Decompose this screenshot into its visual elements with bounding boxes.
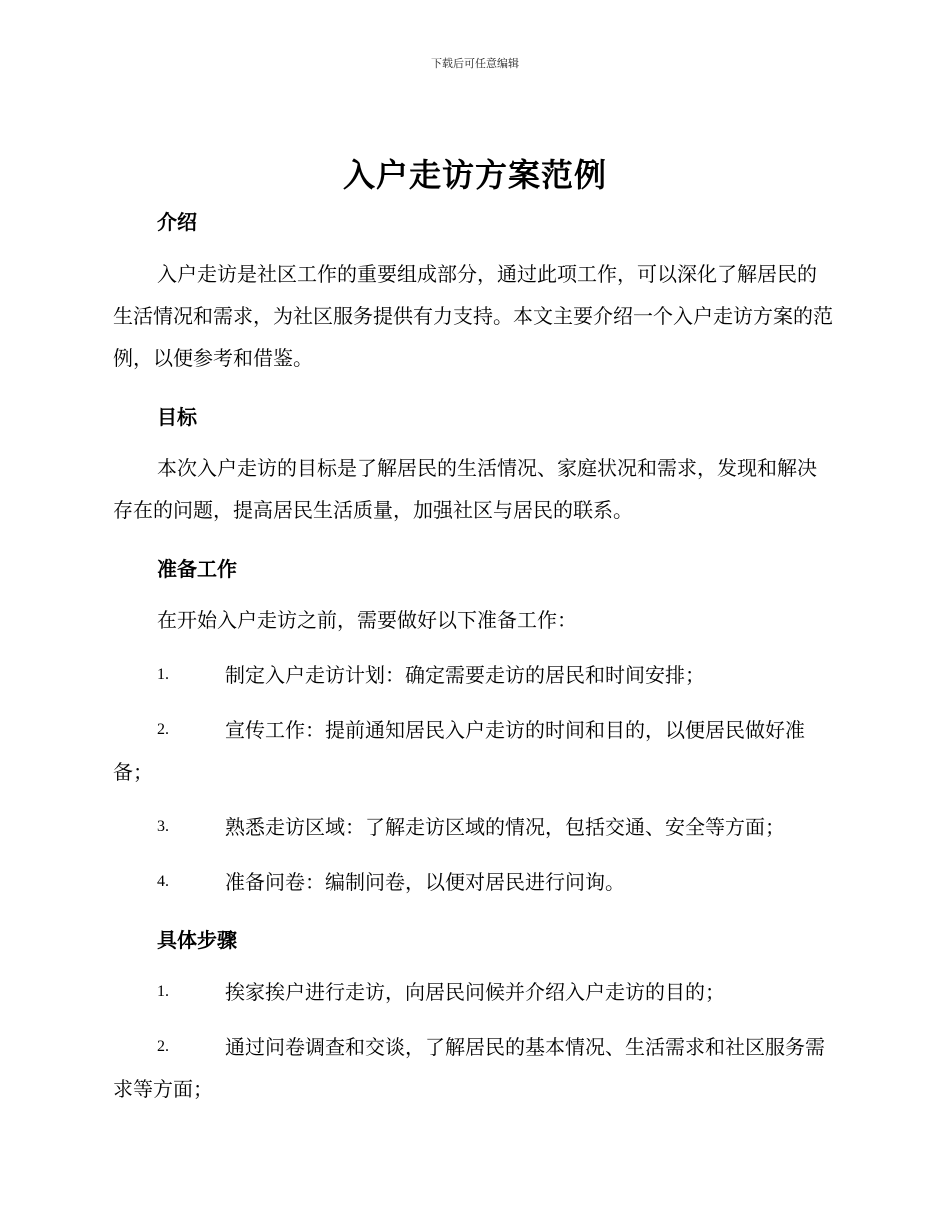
list-number: 2. bbox=[157, 1038, 169, 1055]
list-text: 通过问卷调查和交谈，了解居民的基本情况、生活需求和社区服务需求等方面； bbox=[113, 1035, 825, 1101]
intro-paragraph: 入户走访是社区工作的重要组成部分，通过此项工作，可以深化了解居民的生活情况和需求，为社区服务提供有力支持。本文主要介绍一个入户走访方案的范例，以便参考和借鉴。 bbox=[113, 262, 833, 370]
list-text: 宣传工作：提前通知居民入户走访的时间和目的，以便居民做好准备； bbox=[113, 718, 805, 784]
section-heading-intro: 介绍 bbox=[157, 210, 197, 234]
section-heading-prep: 准备工作 bbox=[157, 557, 237, 581]
list-number: 2. bbox=[157, 721, 169, 738]
list-text: 熟悉走访区域：了解走访区域的情况，包括交通、安全等方面； bbox=[225, 815, 785, 839]
list-text: 准备问卷：编制问卷，以便对居民进行问询。 bbox=[225, 870, 625, 894]
section-heading-goal: 目标 bbox=[157, 405, 197, 429]
list-number: 1. bbox=[157, 666, 169, 683]
prep-list-item bbox=[113, 654, 833, 696]
prep-list-item bbox=[113, 861, 833, 903]
prep-list-item bbox=[113, 806, 833, 848]
list-number: 1. bbox=[157, 983, 169, 1000]
goal-paragraph: 本次入户走访的目标是了解居民的生活情况、家庭状况和需求，发现和解决存在的问题，提高居民生活质量，加强社区与居民的联系。 bbox=[113, 456, 817, 522]
page-header-note: 下载后可任意编辑 bbox=[431, 57, 519, 70]
list-text: 挨家挨户进行走访，向居民问候并介绍入户走访的目的； bbox=[225, 980, 725, 1004]
document-title: 入户走访方案范例 bbox=[342, 156, 607, 194]
prep-intro-paragraph: 在开始入户走访之前，需要做好以下准备工作： bbox=[157, 608, 577, 632]
steps-list-item bbox=[113, 1026, 833, 1110]
steps-list-item bbox=[113, 971, 833, 1013]
list-number: 4. bbox=[157, 873, 169, 890]
prep-list-item bbox=[113, 709, 833, 793]
section-heading-steps: 具体步骤 bbox=[157, 928, 237, 952]
list-text: 制定入户走访计划：确定需要走访的居民和时间安排； bbox=[225, 663, 705, 687]
list-number: 3. bbox=[157, 818, 169, 835]
